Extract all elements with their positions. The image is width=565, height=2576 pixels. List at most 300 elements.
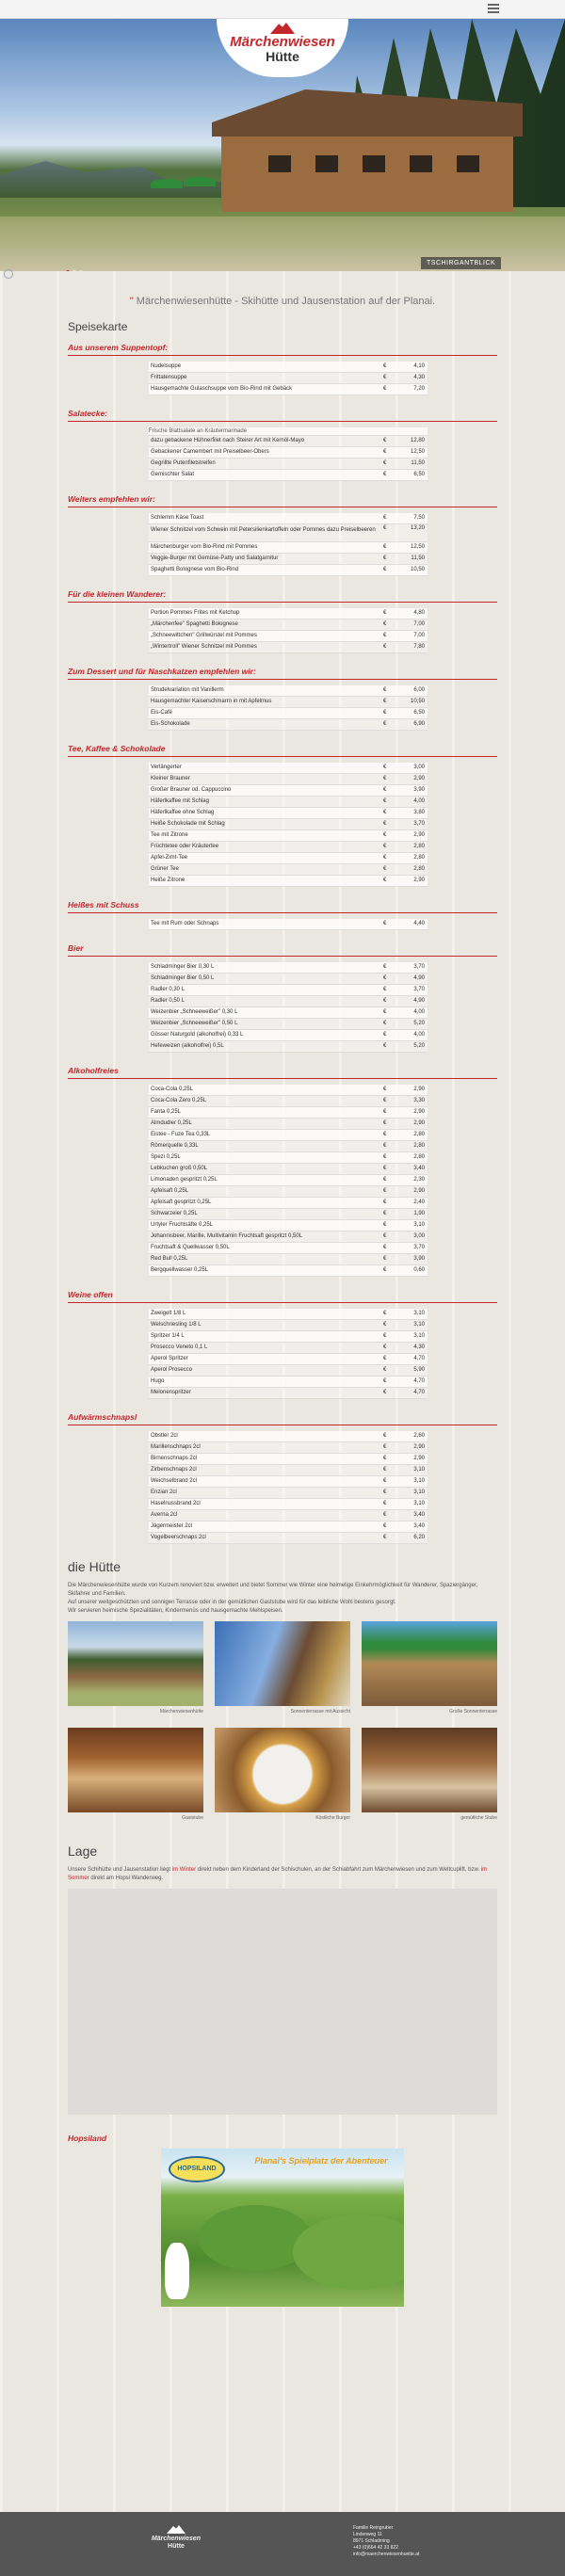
menu-row (149, 1354, 428, 1365)
hopsiland-slogan: Planai's Spielplatz der Abenteuer (254, 2156, 388, 2165)
menu-row (149, 1521, 428, 1533)
menu-item-price: 4,10 (413, 363, 425, 369)
menu-item-price: 7,00 (413, 621, 425, 627)
menu-item-name: Hausgemachter Kaiserschmarrn in mit Apfelmus (151, 699, 272, 704)
menu-item-price: 1,90 (413, 1211, 425, 1216)
menu-row (149, 774, 428, 785)
currency-symbol: € (383, 1109, 387, 1115)
menu-category-heading: Aus unserem Suppentopf: (68, 343, 497, 356)
photo-hut-exterior[interactable] (68, 1621, 203, 1706)
menu-item-price: 2,90 (413, 1087, 425, 1092)
currency-symbol: € (383, 787, 387, 793)
menu-item-name: Schlemm Käse Toast (151, 515, 204, 521)
huette-title: die Hütte (68, 1559, 121, 1574)
menu-item-name: Zweigelt 1/8 L (151, 1311, 186, 1316)
menu-item-name: Frittatensuppe (151, 375, 187, 380)
menu-row (149, 974, 428, 985)
menu-item-price: 4,00 (413, 1009, 425, 1015)
currency-symbol: € (383, 567, 387, 572)
gallery-caption: Große Sonnenterrasse (449, 1709, 497, 1715)
menu-item-price: 4,90 (413, 975, 425, 981)
mountain-icon (270, 23, 295, 34)
umbrella-icon (184, 177, 216, 186)
menu-item-price: 13,20 (410, 525, 425, 531)
menu-item-price: 10,50 (410, 567, 425, 572)
menu-category-heading: Bier (68, 943, 497, 957)
currency-symbol: € (383, 1390, 387, 1395)
menu-item-name: Schladminger Bier 0,50 L (151, 975, 215, 981)
menu-item-price: 6,00 (413, 687, 425, 693)
menu-item-name: Weizenbier „Schneeweißer" 0,50 L (151, 1021, 238, 1026)
menu-row (149, 373, 428, 384)
currency-symbol: € (383, 555, 387, 561)
menu-item-price: 2,30 (413, 1177, 425, 1183)
currency-symbol: € (383, 1166, 387, 1171)
menu-category-heading: Zum Dessert und für Naschkatzen empfehlen wir: (68, 667, 497, 680)
footer-logo[interactable]: Märchenwiesen Hütte (148, 2525, 204, 2551)
footer-name: Familie Reingruber (353, 2525, 394, 2531)
menu-item-price: 7,00 (413, 633, 425, 638)
gallery-item[interactable] (362, 1728, 497, 1828)
menu-item-price: 6,50 (413, 710, 425, 716)
menu-item-price: 4,00 (413, 798, 425, 804)
menu-item-name: Hefeweizen (alkoholfrei) 0,5L (151, 1043, 224, 1049)
menu-item-price: 2,80 (413, 1132, 425, 1137)
photo-big-terrace[interactable] (362, 1621, 497, 1706)
menu-item-price: 11,50 (411, 460, 425, 466)
currency-symbol: € (383, 1087, 387, 1092)
gallery-item[interactable] (68, 1728, 203, 1828)
menu-category-heading: Aufwärmschnapsl (68, 1412, 497, 1425)
menu-row (149, 1209, 428, 1220)
menu-item-price: 2,90 (413, 1120, 425, 1126)
menu-item-name: Eistee - Fuze Tea 0,33L (151, 1132, 211, 1137)
menu-item-price: 3,80 (413, 810, 425, 815)
menu-row (149, 1388, 428, 1399)
currency-symbol: € (383, 1356, 387, 1361)
gallery-row (68, 1621, 497, 1722)
menu-row (149, 1365, 428, 1377)
menu-row (149, 1320, 428, 1331)
menu-item-name: Portion Pommes Frites mit Ketchup (151, 610, 240, 616)
menu-row (149, 985, 428, 996)
leaf-icon (4, 269, 13, 279)
gallery-row (68, 1728, 497, 1828)
currency-symbol: € (383, 866, 387, 872)
tagline-text: Märchenwiesenhütte - Skihütte und Jausenstation auf der Planai. (136, 296, 436, 307)
menu-item-name: Eis-Café (151, 710, 173, 716)
menu-item-price: 3,30 (413, 1098, 425, 1103)
menu-row (149, 1232, 428, 1243)
menu-item-price: 3,10 (413, 1501, 425, 1506)
menu-item-price: 3,40 (413, 1512, 425, 1518)
menu-item-price: 2,80 (413, 1154, 425, 1160)
menu-row (149, 719, 428, 731)
menu-item-name: Spezi 0,25L (151, 1154, 181, 1160)
menu-row (149, 1465, 428, 1476)
menu-item-name: Tee mit Zitrone (151, 832, 188, 838)
menu-item-price: 2,60 (413, 1433, 425, 1439)
currency-symbol: € (383, 1489, 387, 1495)
slider-dots[interactable] (66, 262, 86, 271)
menu-row (149, 642, 428, 653)
currency-symbol: € (383, 1478, 387, 1484)
menu-table (149, 608, 428, 653)
menu-row (149, 1431, 428, 1442)
menu-item-price: 12,50 (410, 449, 425, 455)
currency-symbol: € (383, 610, 387, 616)
currency-symbol: € (383, 1009, 387, 1015)
menu-item-price: 2,90 (413, 776, 425, 781)
menu-category-heading: Heißes mit Schuss (68, 900, 497, 913)
menu-item-price: 3,70 (413, 964, 425, 970)
currency-symbol: € (383, 998, 387, 1004)
menu-row (149, 1220, 428, 1232)
footer-address (353, 2525, 419, 2558)
gallery-caption: Köstliche Burger (315, 1815, 350, 1821)
menu-item-name: Aperol Prosecco (151, 1367, 193, 1373)
menu-item-price: 3,70 (413, 821, 425, 827)
huette-paragraph: Auf unserer weitgeschützten und sonnigen Terrasse oder in der gemütlichen Gaststube wird für das leibliche Wohl bestens gesorgt. (68, 1600, 396, 1605)
currency-symbol: € (383, 633, 387, 638)
currency-symbol: € (383, 1043, 387, 1049)
menu-item-name: „Wintertroll" Wiener Schnitzel mit Pommes (151, 644, 257, 650)
menu-row (149, 1164, 428, 1175)
menu-item-name: Märchenburger vom Bio-Rind mit Pommes (151, 544, 258, 550)
menu-item-name: Fruchtsaft & Quellwasser 0,50L (151, 1245, 230, 1250)
menu-row (149, 919, 428, 930)
menu-row (149, 447, 428, 459)
menu-row (149, 1488, 428, 1499)
menu-row (149, 1309, 428, 1320)
menu-row (149, 962, 428, 974)
menu-item-name: Spritzer 1/4 L (151, 1333, 185, 1339)
photo-cozy-room[interactable] (362, 1728, 497, 1812)
menu-row (149, 1243, 428, 1254)
menu-item-price: 6,90 (413, 721, 425, 727)
currency-symbol: € (383, 832, 387, 838)
menu-note (149, 427, 428, 436)
menu-item-price: 2,80 (413, 1143, 425, 1149)
gallery-item[interactable] (362, 1621, 497, 1722)
menu-item-price: 3,40 (413, 1166, 425, 1171)
currency-symbol: € (383, 687, 387, 693)
menu-item-name: Radler 0,30 L (151, 987, 186, 992)
menu-item-price: 4,00 (413, 1032, 425, 1038)
menu-item-price: 5,20 (413, 1021, 425, 1026)
menu-item-name: Spaghetti Bolognese vom Bio-Rind (151, 567, 239, 572)
menu-item-name: Red Bull 0,25L (151, 1256, 188, 1262)
menu-item-name: Limonaden gespritzt 0,25L (151, 1177, 218, 1183)
menu-row (149, 1085, 428, 1096)
currency-symbol: € (383, 1245, 387, 1250)
menu-row (149, 524, 428, 542)
currency-symbol: € (383, 1267, 387, 1273)
currency-symbol: € (383, 844, 387, 849)
currency-symbol: € (383, 1233, 387, 1239)
hopsiland-badge: HOPSILAND (169, 2156, 225, 2182)
menu-row (149, 1254, 428, 1265)
currency-symbol: € (383, 1021, 387, 1026)
gallery-item[interactable] (215, 1728, 350, 1828)
currency-symbol: € (383, 525, 387, 531)
currency-symbol: € (383, 877, 387, 883)
menu-item-name: Kleiner Brauner (151, 776, 190, 781)
menu-row (149, 830, 428, 842)
menu-item-name: Urtyler Fruchtsäfte 0,25L (151, 1222, 214, 1228)
top-bar (0, 0, 565, 19)
huette-paragraph: Die Märchenwiesenhütte wurde von Kurzem renoviert bzw. erweitert und bietet Sommer wie Winter eine heimelige Einkehrmöglichkeit für Wanderer, Spaziergänger, Skifahrer und Familien. (68, 1583, 478, 1597)
currency-symbol: € (383, 710, 387, 716)
menu-note-text: Frische Blattsalate an Kräutermarinade (149, 428, 248, 434)
currency-symbol: € (383, 1456, 387, 1461)
menu-item-price: 2,90 (413, 1444, 425, 1450)
currency-symbol: € (383, 921, 387, 926)
currency-symbol: € (383, 776, 387, 781)
hero-slider (0, 19, 565, 271)
menu-item-name: Gegrillte Putenfiletstreifen (151, 460, 216, 466)
currency-symbol: € (383, 1322, 387, 1328)
currency-symbol: € (383, 1098, 387, 1103)
menu-item-price: 3,10 (413, 1333, 425, 1339)
footer (0, 2512, 565, 2576)
menu-row (149, 1265, 428, 1277)
site-logo[interactable]: Märchenwiesen Hütte (217, 19, 348, 77)
currency-symbol: € (383, 975, 387, 981)
menu-table (149, 919, 428, 930)
menu-item-price: 2,80 (413, 844, 425, 849)
menu-row (149, 853, 428, 864)
photo-terrace-view[interactable] (215, 1621, 350, 1706)
currency-symbol: € (383, 765, 387, 770)
menu-item-name: Gösser Naturgold (alkoholfrei) 0,33 L (151, 1032, 244, 1038)
currency-symbol: € (383, 855, 387, 861)
menu-item-name: Vogelbeerschnaps 2cl (151, 1535, 206, 1540)
footer-city: 8971 Schladming (353, 2538, 390, 2544)
currency-symbol: € (383, 1523, 387, 1529)
menu-item-name: Aperol Spritzer (151, 1356, 188, 1361)
menu-list (68, 343, 497, 1544)
currency-symbol: € (383, 515, 387, 521)
menu-item-name: Heiße Zitrone (151, 877, 186, 883)
menu-item-price: 3,00 (413, 1233, 425, 1239)
slider-dot[interactable] (79, 270, 83, 271)
menu-row (149, 1343, 428, 1354)
currency-symbol: € (383, 1501, 387, 1506)
menu-item-price: 0,60 (413, 1267, 425, 1273)
currency-symbol: € (383, 449, 387, 455)
menu-row (149, 797, 428, 808)
menu-item-name: Coca-Cola 0,25L (151, 1087, 194, 1092)
menu-item-price: 10,50 (410, 699, 425, 704)
menu-category-heading: Alkoholfreies (68, 1066, 497, 1079)
menu-table (149, 427, 428, 481)
menu-category-heading: Weiters empfehlen wir: (68, 494, 497, 507)
currency-symbol: € (383, 1143, 387, 1149)
menu-item-price: 4,40 (413, 921, 425, 926)
menu-row (149, 1442, 428, 1454)
gallery-item[interactable] (215, 1621, 350, 1722)
menu-item-name: Birnenschnaps 2cl (151, 1456, 198, 1461)
currency-symbol: € (383, 810, 387, 815)
currency-symbol: € (383, 821, 387, 827)
currency-symbol: € (383, 472, 387, 477)
menu-category-heading: Tee, Kaffee & Schokolade (68, 744, 497, 757)
menu-row (149, 685, 428, 697)
currency-symbol: € (383, 438, 387, 443)
menu-item-name: Marillenschnaps 2cl (151, 1444, 201, 1450)
menu-item-name: Strudelvariation mit Vanillerm (151, 687, 224, 693)
menu-row (149, 459, 428, 470)
menu-item-name: Großer Brauner od. Cappuccino (151, 787, 232, 793)
menu-item-name: Schladminger Bier 0,30 L (151, 964, 215, 970)
currency-symbol: € (383, 1256, 387, 1262)
menu-item-price: 2,90 (413, 1188, 425, 1194)
slider-dot[interactable] (66, 270, 70, 271)
menu-row (149, 1119, 428, 1130)
menu-item-name: Apfelsaft 0,25L (151, 1188, 189, 1194)
menu-item-name: Prosecco Veneto 0,1 L (151, 1344, 208, 1350)
menu-item-name: Haselnussbrand 2cl (151, 1501, 201, 1506)
menu-item-name: Häferlkaffee mit Schlag (151, 798, 209, 804)
menu-item-price: 12,80 (410, 438, 425, 443)
menu-item-price: 3,10 (413, 1478, 425, 1484)
gallery-caption: Märchenwiesenhütte (159, 1709, 203, 1715)
menu-item-price: 11,50 (411, 555, 425, 561)
currency-symbol: € (383, 721, 387, 727)
menu-row (149, 542, 428, 554)
menu-row (149, 1007, 428, 1019)
menu-row (149, 1175, 428, 1186)
menu-table (149, 362, 428, 395)
menu-item-name: Enzian 2cl (151, 1489, 177, 1495)
footer-email-link[interactable]: info@maerchenwiesenhuette.at (353, 2552, 420, 2557)
menu-row (149, 362, 428, 373)
menu-row (149, 1476, 428, 1488)
menu-item-name: Grüner Tee (151, 866, 179, 872)
lage-text: Unsere Schihütte und Jausenstation liegt im Winter direkt neben dem Kinderland der Schischulen, an der Schiabfahrt zum Märchenwiesen und zum Weltcuplift, bzw. im Sommer direkt am Hopsi Wanderweg. (68, 1867, 488, 1881)
currency-symbol: € (383, 987, 387, 992)
currency-symbol: € (383, 460, 387, 466)
currency-symbol: € (383, 1333, 387, 1339)
menu-row (149, 384, 428, 395)
menu-item-price: 7,20 (413, 386, 425, 392)
menu-row (149, 842, 428, 853)
footer-phone[interactable]: +43 (0)664 42 33 822 (353, 2545, 398, 2551)
main-content (68, 320, 497, 2307)
currency-symbol: € (383, 1535, 387, 1540)
currency-symbol: € (383, 363, 387, 369)
menu-item-name: Tee mit Rum oder Schnaps (151, 921, 219, 926)
menu-category-heading: Salatecke: (68, 409, 497, 422)
menu-item-name: Nudelsuppe (151, 363, 182, 369)
menu-item-price: 3,10 (413, 1322, 425, 1328)
menu-item-price: 6,50 (413, 472, 425, 477)
menu-item-price: 7,50 (413, 515, 425, 521)
menu-row (149, 1331, 428, 1343)
currency-symbol: € (383, 699, 387, 704)
menu-item-name: Heiße Schokolade mit Schlag (151, 821, 225, 827)
menu-row (149, 996, 428, 1007)
quote-mark: " (129, 296, 134, 307)
hopsiland-map[interactable] (161, 2149, 404, 2307)
menu-item-price: 4,70 (413, 1378, 425, 1384)
currency-symbol: € (383, 1444, 387, 1450)
menu-item-name: Melonenspritzer (151, 1390, 191, 1395)
lage-title: Lage (68, 1843, 98, 1859)
currency-symbol: € (383, 1222, 387, 1228)
menu-item-price: 2,80 (413, 866, 425, 872)
webcam-label[interactable]: TSCHIRGANTBLICK (421, 257, 501, 269)
menu-item-price: 3,10 (413, 1311, 425, 1316)
currency-symbol: € (383, 1344, 387, 1350)
menu-item-name: Schwarzeier 0,25L (151, 1211, 198, 1216)
menu-item-name: Obstler 2cl (151, 1433, 178, 1439)
gallery-item[interactable] (68, 1621, 203, 1722)
menu-row (149, 513, 428, 524)
menu-item-price: 3,40 (413, 1523, 425, 1529)
photo-guest-room[interactable] (68, 1728, 203, 1812)
currency-symbol: € (383, 1154, 387, 1160)
menu-row (149, 1096, 428, 1107)
menu-item-name: Gebackener Camembert mit Preiselbeer-Obers (151, 449, 269, 455)
menu-item-name: Hugo (151, 1378, 165, 1384)
menu-item-price: 4,70 (413, 1356, 425, 1361)
menu-item-name: Apfel-Zimt-Tee (151, 855, 188, 861)
mountain-icon (167, 2525, 186, 2534)
menu-item-price: 3,00 (413, 765, 425, 770)
menu-item-name: Coca-Cola Zero 0,25L (151, 1098, 207, 1103)
menu-item-price: 12,50 (410, 544, 425, 550)
menu-item-name: Römerquelle 0,33L (151, 1143, 199, 1149)
menu-row (149, 1454, 428, 1465)
menu-item-price: 3,10 (413, 1467, 425, 1473)
menu-item-price: 5,20 (413, 1043, 425, 1049)
menu-item-price: 6,20 (413, 1535, 425, 1540)
menu-table (149, 685, 428, 731)
huette-paragraph: Wir servieren heimische Spezialitäten, Kindermenüs und hausgemachte Mehlspeisen. (68, 1608, 283, 1614)
menu-table (149, 1085, 428, 1277)
currency-symbol: € (383, 1433, 387, 1439)
gallery-caption: gemütliche Stube (460, 1815, 497, 1821)
menu-item-name: Veggie-Burger mit Gemüse-Patty und Salatgarnitur (151, 555, 279, 561)
currency-symbol: € (383, 1211, 387, 1216)
menu-icon[interactable] (488, 4, 499, 13)
menu-item-name: Lebkuchen groß 0,50L (151, 1166, 208, 1171)
photo-burger[interactable] (215, 1728, 350, 1812)
menu-row (149, 1041, 428, 1053)
menu-row (149, 565, 428, 576)
menu-item-price: 5,90 (413, 1367, 425, 1373)
currency-symbol: € (383, 386, 387, 392)
menu-row (149, 1030, 428, 1041)
menu-row (149, 1130, 428, 1141)
currency-symbol: € (383, 964, 387, 970)
menu-item-name: Welschriesling 1/8 L (151, 1322, 202, 1328)
hopsiland-title: Hopsiland (68, 2133, 107, 2143)
menu-item-price: 4,70 (413, 1390, 425, 1395)
location-map[interactable] (68, 1889, 497, 2115)
menu-item-name: Almdudler 0,25L (151, 1120, 192, 1126)
menu-item-price: 4,30 (413, 1344, 425, 1350)
menu-item-price: 2,90 (413, 832, 425, 838)
menu-row (149, 1019, 428, 1030)
menu-row (149, 1198, 428, 1209)
slider-dot[interactable] (73, 270, 76, 271)
menu-item-price: 7,80 (413, 644, 425, 650)
umbrella-icon (151, 179, 183, 188)
menu-item-price: 3,10 (413, 1222, 425, 1228)
